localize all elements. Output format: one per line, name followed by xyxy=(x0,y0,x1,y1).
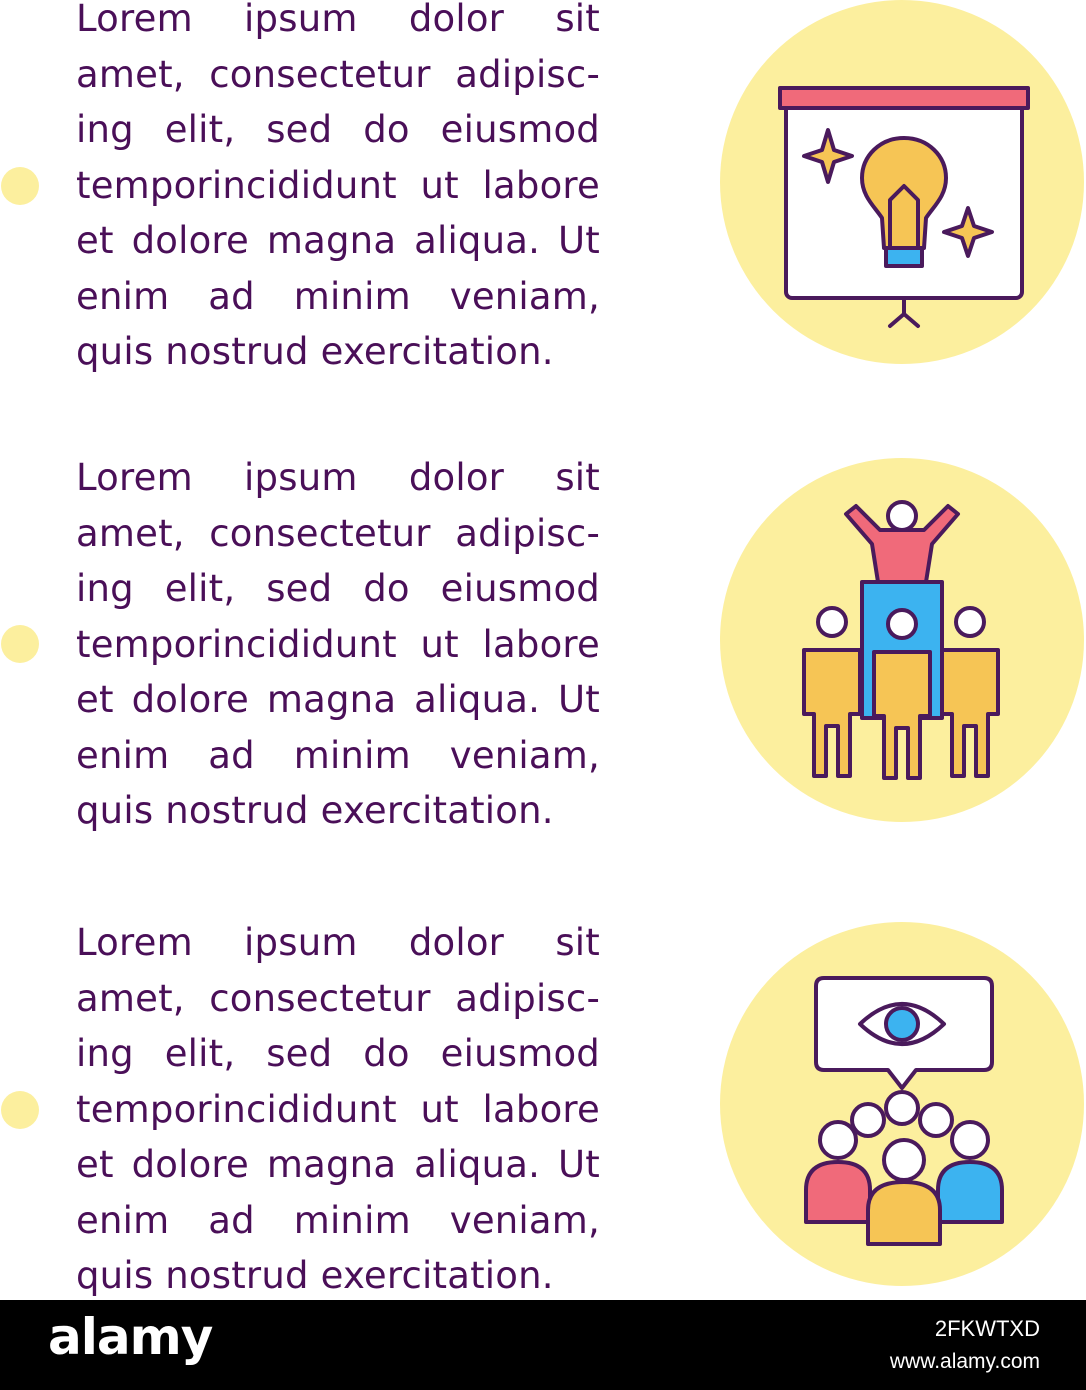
brand-logo: alamy xyxy=(48,1308,213,1366)
item-text: Lorem ipsum dolor sit amet, consectetur adipisc- ing elit, sed do eiusmod temporincididunt ut labore et dolore magna aliqua. Ut enim ad minim veniam, quis nostrud exercitation. xyxy=(76,456,600,832)
bullet-dot xyxy=(1,625,39,663)
item-text: Lorem ipsum dolor sit amet, consectetur adipisc- ing elit, sed do eiusmod temporincididunt ut labore et dolore magna aliqua. Ut enim ad minim veniam, quis nostrud exercitation. xyxy=(76,0,600,373)
leader-team-icon xyxy=(720,458,1084,822)
bullet-dot xyxy=(1,167,39,205)
bullet-dot xyxy=(1,1091,39,1129)
icon-circle xyxy=(720,458,1084,822)
icon-circle xyxy=(720,0,1084,364)
site-url: www.alamy.com xyxy=(889,1350,1040,1373)
group-vision-icon xyxy=(720,922,1084,1286)
item-text: Lorem ipsum dolor sit amet, consectetur adipisc- ing elit, sed do eiusmod temporincididunt ut labore et dolore magna aliqua. Ut enim ad minim veniam, quis nostrud exercitation. xyxy=(76,921,600,1297)
image-code: 2FKWTXD xyxy=(934,1316,1040,1341)
presentation-lightbulb-icon xyxy=(720,0,1084,364)
icon-circle xyxy=(720,922,1084,1286)
watermark-footer xyxy=(0,1300,1086,1390)
